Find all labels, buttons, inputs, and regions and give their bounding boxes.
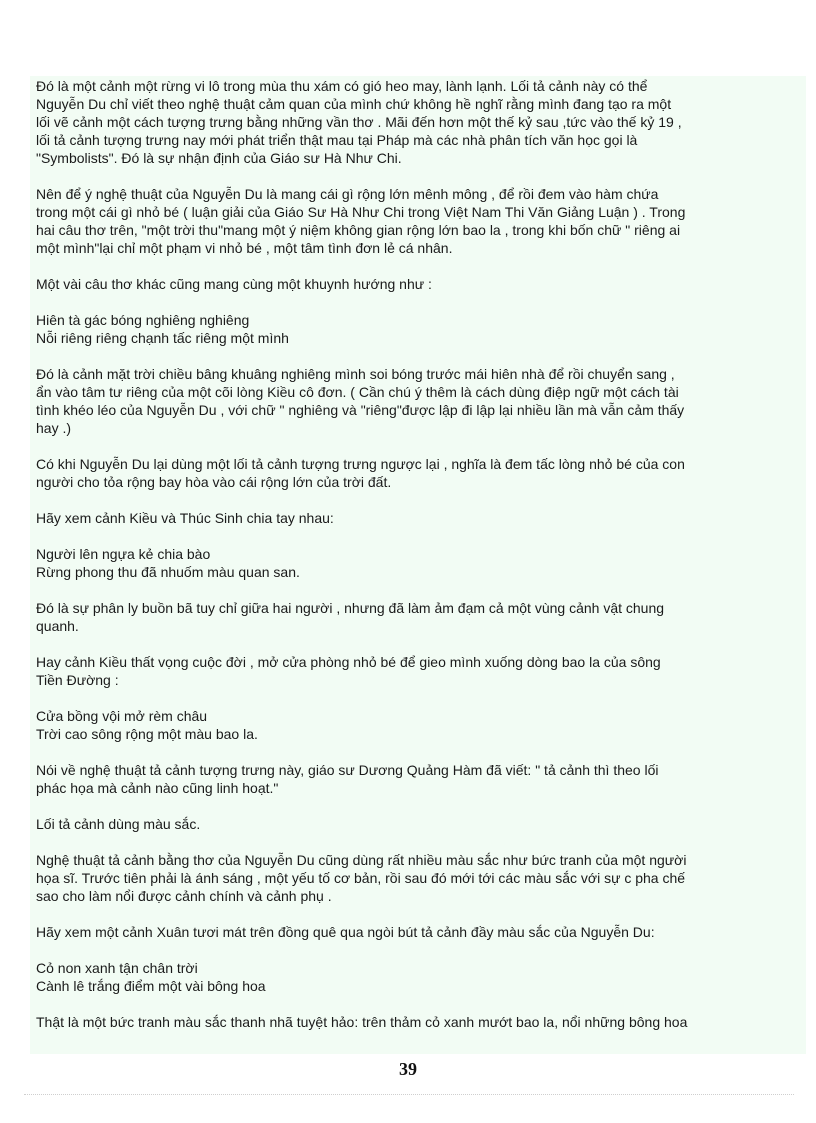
text-line: hai câu thơ trên, "một trời thu"mang một ý niệm không gian rộng lớn bao la , trong khi bốn chữ " riêng ai	[36, 222, 681, 238]
paragraph	[36, 599, 804, 635]
paragraph	[36, 545, 804, 581]
paragraph	[36, 653, 804, 689]
text-line: Cỏ non xanh tận chân trời	[36, 960, 198, 976]
text-line: Hiên tà gác bóng nghiêng nghiêng	[36, 312, 250, 328]
text-line: Rừng phong thu đã nhuốm màu quan san.	[36, 564, 300, 580]
text-line: một mình"lại chỉ một phạm vi nhỏ bé , một tâm tình đơn lẻ cá nhân.	[36, 240, 453, 256]
text-line: Hãy xem cảnh Kiều và Thúc Sinh chia tay nhau:	[36, 510, 334, 526]
text-line: quanh.	[36, 618, 79, 634]
paragraph	[36, 815, 804, 833]
paragraph	[36, 1013, 804, 1031]
paragraph	[36, 509, 804, 527]
text-line: lối tả cảnh tượng trưng nay mới phát triển thật mau tại Pháp mà các nhà phân tích văn học gọi là	[36, 132, 638, 148]
text-line: phác họa mà cảnh nào cũng linh hoạt."	[36, 780, 279, 796]
text-line: Một vài câu thơ khác cũng mang cùng một khuynh hướng như :	[36, 276, 432, 292]
text-line: Thật là một bức tranh màu sắc thanh nhã tuyệt hảo: trên thảm cỏ xanh mướt bao la, nổi những bông hoa	[36, 1014, 688, 1030]
text-line: Hay cảnh Kiều thất vọng cuộc đời , mở cửa phòng nhỏ bé để gieo mình xuống dòng bao la của sông	[36, 654, 661, 670]
text-line: Đó là sự phân ly buồn bã tuy chỉ giữa hai người , nhưng đã làm ảm đạm cả một vùng cảnh vật chung	[36, 600, 665, 616]
text-line: trong một cái gì nhỏ bé ( luận giải của Giáo Sư Hà Như Chi trong Việt Nam Thi Văn Giảng Luận ) . Trong	[36, 204, 686, 220]
text-line: Đó là cảnh mặt trời chiều bâng khuâng nghiêng mình soi bóng trước mái hiên nhà để rồi chuyển sang ,	[36, 366, 675, 382]
paragraph	[36, 761, 804, 797]
text-line: họa sĩ. Trước tiên phải là ánh sáng , một yếu tố cơ bản, rồi sau đó mới tới các màu sắc với sự c pha chế	[36, 870, 686, 886]
text-line: tình khéo léo của Nguyễn Du , với chữ " nghiêng và "riêng"được lập đi lập lại nhiều lần mà vẫn cảm thấy	[36, 402, 685, 418]
paragraph	[36, 311, 804, 347]
body-text	[36, 77, 804, 1049]
text-line: Có khi Nguyễn Du lại dùng một lối tả cảnh tượng trưng ngược lại , nghĩa là đem tấc lòng nhỏ bé của con	[36, 456, 685, 472]
paragraph	[36, 455, 804, 491]
text-line: Nguyễn Du chỉ viết theo nghệ thuật cảm quan của mình chứ không hề nghĩ rằng mình đang tạo ra một	[36, 96, 672, 112]
text-line: "Symbolists". Đó là sự nhận định của Giáo sư Hà Như Chi.	[36, 150, 402, 166]
paragraph	[36, 275, 804, 293]
text-line: Nỗi riêng riêng chạnh tấc riêng một mình	[36, 330, 289, 346]
footer-divider	[24, 1094, 794, 1095]
text-line: Nên để ý nghệ thuật của Nguyễn Du là mang cái gì rộng lớn mênh mông , để rồi đem vào hàm chứa	[36, 186, 659, 202]
text-line: Hãy xem một cảnh Xuân tươi mát trên đồng quê qua ngòi bút tả cảnh đầy màu sắc của Nguyễn Du:	[36, 924, 655, 940]
text-line: Lối tả cảnh dùng màu sắc.	[36, 816, 201, 832]
text-line: Tiền Đường :	[36, 672, 119, 688]
paragraph	[36, 959, 804, 995]
text-line: Cửa bồng vội mở rèm châu	[36, 708, 208, 724]
paragraph	[36, 851, 804, 905]
text-line: sao cho làm nổi được cảnh chính và cảnh phụ .	[36, 888, 332, 904]
paragraph	[36, 185, 804, 257]
text-line: ẩn vào tâm tư riêng của một cõi lòng Kiều cô đơn. ( Cần chú ý thêm là cách dùng điệp ngữ một cách tài	[36, 384, 679, 400]
paragraph	[36, 77, 804, 167]
text-line: Đó là một cảnh một rừng vi lô trong mùa thu xám có gió heo may, lành lạnh. Lối tả cảnh này có thể	[36, 78, 648, 94]
text-line: hay .)	[36, 420, 72, 436]
text-line: Nghệ thuật tả cảnh bằng thơ của Nguyễn Du cũng dùng rất nhiều màu sắc như bức tranh của một người	[36, 852, 687, 868]
text-line: người cho tỏa rộng bay hòa vào cái rộng lớn của trời đất.	[36, 474, 392, 490]
paragraph	[36, 923, 804, 941]
paragraph	[36, 707, 804, 743]
page-number: 39	[399, 1059, 417, 1079]
text-line: lối vẽ cảnh một cách tượng trưng bằng những vần thơ . Mãi đến hơn một thế kỷ sau ,tức vào thế kỷ 19 ,	[36, 114, 682, 130]
text-line: Nói về nghệ thuật tả cảnh tượng trưng này, giáo sư Dương Quảng Hàm đã viết: " tả cảnh thì theo lối	[36, 762, 659, 778]
text-line: Trời cao sông rộng một màu bao la.	[36, 726, 258, 742]
text-line: Cành lê trắng điểm một vài bông hoa	[36, 978, 266, 994]
text-line: Người lên ngựa kẻ chia bào	[36, 546, 211, 562]
paragraph	[36, 365, 804, 437]
